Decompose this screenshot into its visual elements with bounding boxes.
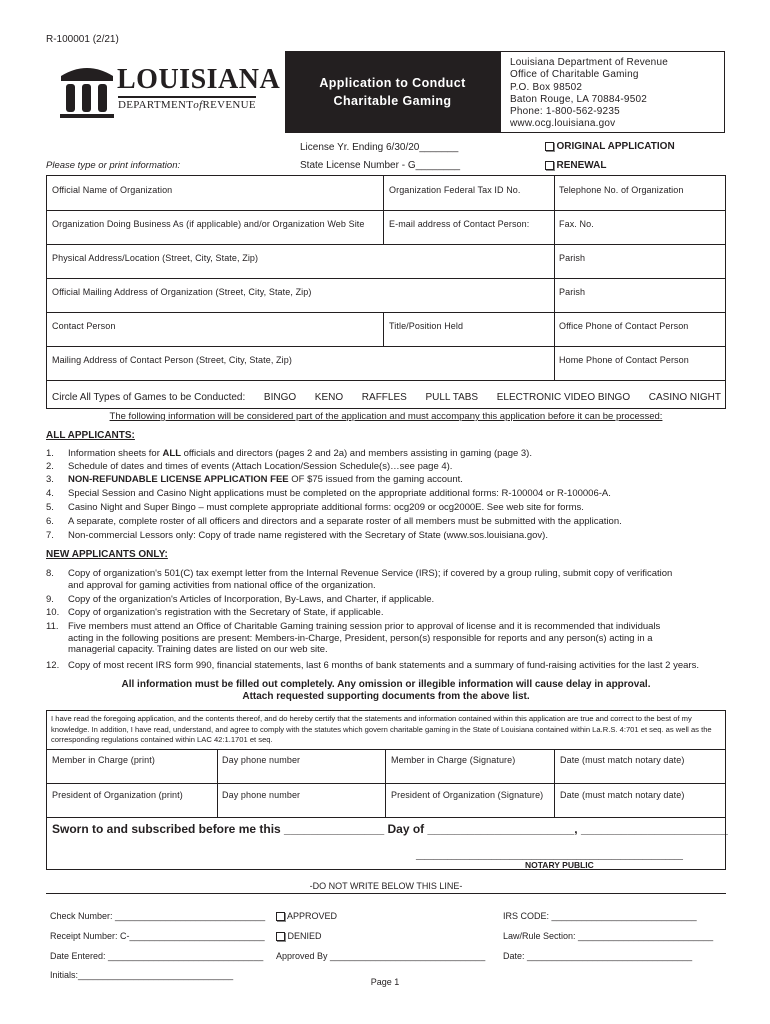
all-applicants-heading: ALL APPLICANTS: <box>46 430 135 441</box>
logo-wordmark: LOUISIANA <box>117 64 281 95</box>
organization-info-grid <box>46 175 726 409</box>
mailing-address-field[interactable]: Official Mailing Address of Organization (Street, City, State, Zip) <box>52 287 312 297</box>
renewal-checkbox[interactable] <box>545 161 554 170</box>
president-print-field[interactable]: President of Organization (print) <box>52 790 183 800</box>
notary-signature-line[interactable]: ____________________________________________________________ <box>416 851 683 860</box>
game-types-label: Circle All Types of Games to be Conducted: <box>52 392 246 403</box>
list-item: 4. Special Session and Casino Night applications must be completed on the appropriate additional forms: R-100004 or R-100006-A. <box>46 488 611 499</box>
check-number-field[interactable]: Check Number: ______________________________ <box>50 911 266 921</box>
list-item: 2. Schedule of dates and times of events (Attach Location/Session Schedule(s)…see page 4). <box>46 461 453 472</box>
sworn-statement[interactable]: Sworn to and subscribed before me this _______________ Day of ______________________, ______________________ <box>52 822 728 836</box>
member-day-phone-field[interactable]: Day phone number <box>222 755 301 765</box>
page-number: Page 1 <box>370 977 400 987</box>
initials-field[interactable]: Initials:_______________________________ <box>50 970 234 980</box>
law-rule-field[interactable]: Law/Rule Section: ___________________________ <box>503 931 714 941</box>
date-entered-field[interactable]: Date Entered: _______________________________ <box>50 951 264 961</box>
list-item: 8. Copy of organization's 501(C) tax exempt letter from the Internal Revenue Service (IRS); if covered by a group ruling, submit copy of verification and approval for gaming activities from national office of the organization. <box>46 568 673 591</box>
game-keno[interactable]: KENO <box>314 392 344 403</box>
list-item: 10. Copy of organization's registration with the Secretary of State, if applicable. <box>46 607 384 618</box>
game-types-row <box>47 392 727 403</box>
renewal-option[interactable]: RENEWAL <box>545 160 607 171</box>
game-pull-tabs[interactable]: PULL TABS <box>425 392 479 403</box>
list-item: 12. Copy of most recent IRS form 990, financial statements, last 6 months of bank statements and a summary of fund-raising activities for the last 2 years. <box>46 660 699 671</box>
list-item: 9. Copy of the organization's Articles of Incorporation, By-Laws, and Charter, if applicable. <box>46 594 435 605</box>
game-raffles[interactable]: RAFFLES <box>361 392 407 403</box>
approved-option[interactable]: APPROVED <box>276 911 337 921</box>
ldr-logo <box>58 62 281 120</box>
telephone-field[interactable]: Telephone No. of Organization <box>559 185 684 195</box>
completeness-notice: All information must be filled out completely. Any omission or illegible information will cause delay in approval. Attach requested supporting documents from the above list. <box>121 679 651 702</box>
capitol-icon <box>58 62 116 120</box>
form-number: R-100001 (2/21) <box>46 34 119 45</box>
list-item: 5. Casino Night and Super Bingo – must complete appropriate additional forms: ocg209 or ocg2000E. See web site for forms. <box>46 502 584 513</box>
list-item: 1. Information sheets for ALL officials and directors (pages 2 and 2a) and members assisting in gaming (page 3). <box>46 448 532 459</box>
member-signature-field[interactable]: Member in Charge (Signature) <box>391 755 516 765</box>
president-date-field[interactable]: Date (must match notary date) <box>560 790 685 800</box>
physical-parish-field[interactable]: Parish <box>559 253 586 263</box>
physical-address-field[interactable]: Physical Address/Location (Street, City, State, Zip) <box>52 253 259 263</box>
denied-checkbox[interactable] <box>276 932 285 941</box>
receipt-number-field[interactable]: Receipt Number: C-___________________________ <box>50 931 265 941</box>
approved-by-field[interactable]: Approved By _______________________________ <box>276 951 486 961</box>
official-name-field[interactable]: Official Name of Organization <box>52 185 173 195</box>
contact-email-field[interactable]: E-mail address of Contact Person: <box>389 219 530 229</box>
irs-code-field[interactable]: IRS CODE: _____________________________ <box>503 911 697 921</box>
office-phone-field[interactable]: Office Phone of Contact Person <box>559 321 689 331</box>
original-application-checkbox[interactable] <box>545 142 554 151</box>
president-signature-field[interactable]: President of Organization (Signature) <box>391 790 544 800</box>
date-field[interactable]: Date: _________________________________ <box>503 951 693 961</box>
list-item: 3. NON-REFUNDABLE LICENSE APPLICATION FEE OF $75 issued from the gaming account. <box>46 474 463 485</box>
president-day-phone-field[interactable]: Day phone number <box>222 790 301 800</box>
logo-subtitle: DEPARTMENTofREVENUE <box>118 99 256 111</box>
state-license-field[interactable]: State License Number - G________ <box>300 160 461 171</box>
notary-public-label: NOTARY PUBLIC <box>525 860 594 870</box>
list-item: 6. A separate, complete roster of all officers and directors and a separate roster of all members must be submitted with the application. <box>46 516 622 527</box>
dba-website-field[interactable]: Organization Doing Business As (if applicable) and/or Organization Web Site <box>52 219 365 229</box>
tax-id-field[interactable]: Organization Federal Tax ID No. <box>389 185 521 195</box>
office-use-divider: -DO NOT WRITE BELOW THIS LINE- <box>309 881 463 891</box>
requirements-intro: The following information will be considered part of the application and must accompany this application before it can be processed: <box>109 411 663 422</box>
mailing-parish-field[interactable]: Parish <box>559 287 586 297</box>
please-type-note: Please type or print information: <box>46 160 181 171</box>
agency-address: Louisiana Department of Revenue Office of Charitable Gaming P.O. Box 98502 Baton Rouge, LA 70884-9502 Phone: 1-800-562-9235 www.ocg.louisiana.gov <box>500 51 725 133</box>
certification-box <box>46 710 726 870</box>
game-electronic-video-bingo[interactable]: ELECTRONIC VIDEO BINGO <box>496 392 631 403</box>
denied-option[interactable]: DENIED <box>276 931 322 941</box>
member-date-field[interactable]: Date (must match notary date) <box>560 755 685 765</box>
license-year-field[interactable]: License Yr. Ending 6/30/20_______ <box>300 142 459 153</box>
certification-text: I have read the foregoing application, and the contents thereof, and do hereby certify that the statements and information contained within this application are true and correct to the best of my knowledge. In addition, I have read, understand, and agree to comply with the statutes which govern charitable gaming in the State of Louisiana contained within La.R.S. 4:701 et seq. as well as the corresponding regulations contained within LAC 42:1.1701 et seq. <box>51 714 712 744</box>
game-casino-night[interactable]: CASINO NIGHT <box>648 392 721 403</box>
approved-checkbox[interactable] <box>276 912 285 921</box>
original-application-option[interactable]: ORIGINAL APPLICATION <box>545 141 675 152</box>
fax-field[interactable]: Fax. No. <box>559 219 594 229</box>
new-applicants-heading: NEW APPLICANTS ONLY: <box>46 549 168 560</box>
member-in-charge-print-field[interactable]: Member in Charge (print) <box>52 755 155 765</box>
list-item: 7. Non-commercial Lessors only: Copy of trade name registered with the Secretary of State (www.sos.louisiana.gov). <box>46 530 548 541</box>
contact-person-field[interactable]: Contact Person <box>52 321 116 331</box>
form-title: Application to Conduct Charitable Gaming <box>285 51 500 133</box>
game-bingo[interactable]: BINGO <box>263 392 297 403</box>
title-position-field[interactable]: Title/Position Held <box>389 321 464 331</box>
contact-mailing-field[interactable]: Mailing Address of Contact Person (Street, City, State, Zip) <box>52 355 292 365</box>
home-phone-field[interactable]: Home Phone of Contact Person <box>559 355 689 365</box>
list-item: 11. Five members must attend an Office of Charitable Gaming training session prior to approval of license and it is recommended that individuals acting in the following positions are present: Members-in-Charge, President, person(s) responsible for reports and any person(s) acting in a managerial capacity. Training dates are listed on our web site. <box>46 621 661 655</box>
